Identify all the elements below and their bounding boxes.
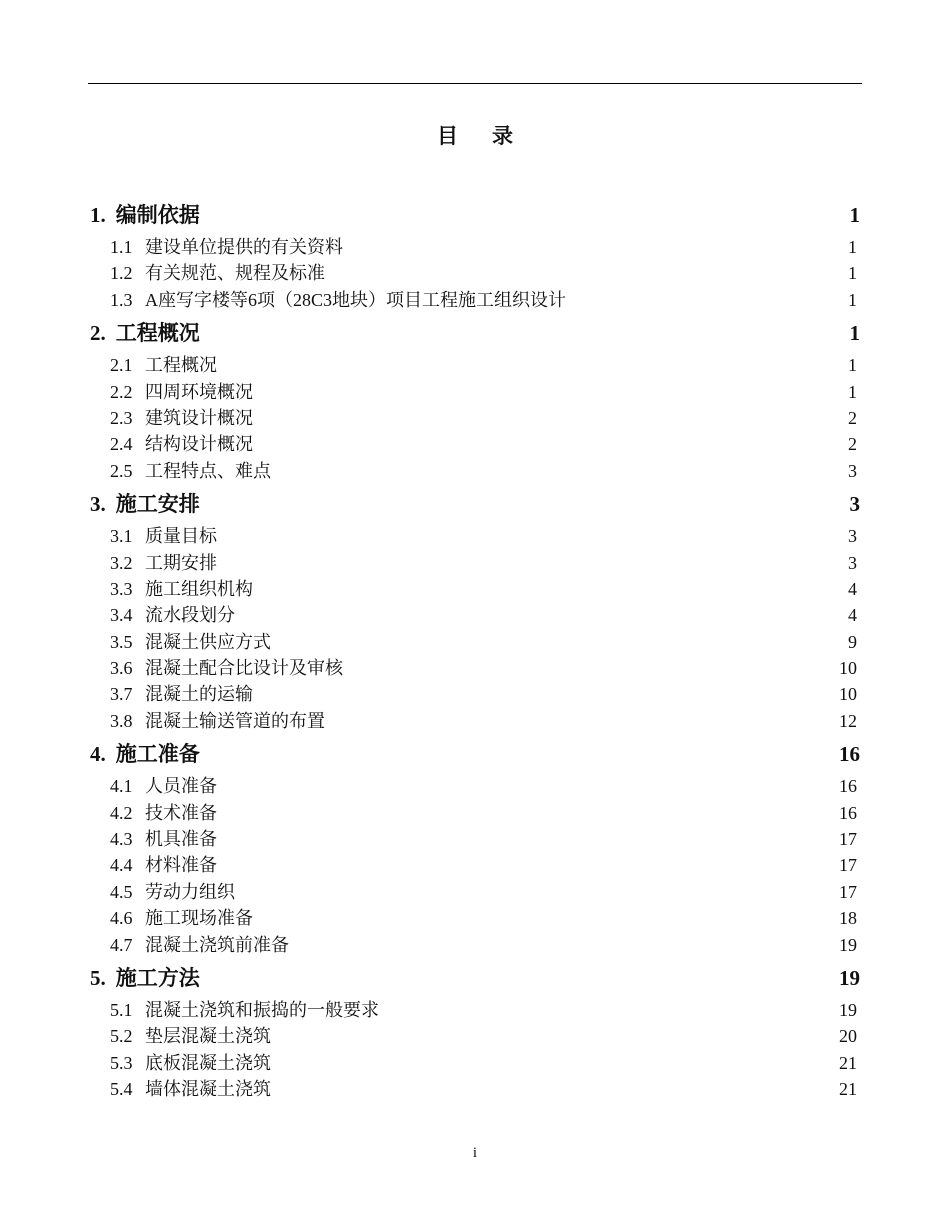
toc-section-list <box>90 350 860 484</box>
toc-section-number: 4.3 <box>110 829 133 850</box>
toc-chapter[interactable] <box>90 198 860 232</box>
toc-section-title: 混凝土配合比设计及审核 <box>145 658 343 679</box>
toc-section-number: 4.6 <box>110 908 133 929</box>
toc-section-heading <box>110 287 566 313</box>
toc-chapter-heading <box>90 737 200 771</box>
toc-section[interactable] <box>90 800 860 826</box>
toc-section-number: 3.5 <box>110 631 133 652</box>
toc-section-page: 19 <box>839 999 857 1020</box>
toc-chapter-page: 1 <box>849 321 860 346</box>
toc-section-page: 17 <box>839 829 857 850</box>
toc-section-number: 5.3 <box>110 1052 133 1073</box>
toc-chapter-title: 工程概况 <box>115 321 200 346</box>
toc-section-title: 质量目标 <box>145 526 217 547</box>
toc-section-title: 混凝土浇筑和振捣的一般要求 <box>145 999 379 1020</box>
toc-section[interactable] <box>90 852 860 878</box>
toc-section-number: 3.4 <box>110 605 133 626</box>
toc-section[interactable] <box>90 405 860 431</box>
toc-section-number: 4.7 <box>110 934 133 955</box>
toc-section-page: 4 <box>848 578 857 599</box>
toc-section-title: 施工组织机构 <box>145 578 253 599</box>
toc-section-heading <box>110 550 217 576</box>
toc-section-title: 工程特点、难点 <box>145 460 271 481</box>
toc-section-number: 5.1 <box>110 999 133 1020</box>
toc-title <box>0 120 950 150</box>
toc-section-title: 墙体混凝土浇筑 <box>145 1079 271 1100</box>
toc-section-heading <box>110 1023 271 1049</box>
toc-section-page: 17 <box>839 881 857 902</box>
toc-section[interactable] <box>90 1023 860 1049</box>
toc-section-page: 20 <box>839 1026 857 1047</box>
toc-section-heading <box>110 352 217 378</box>
toc-section-number: 4.4 <box>110 855 133 876</box>
toc-section[interactable] <box>90 1076 860 1102</box>
toc-section-heading <box>110 458 271 484</box>
toc-section-heading <box>110 379 253 405</box>
toc-section-title: 建设单位提供的有关资料 <box>145 237 343 257</box>
toc-section-page: 1 <box>848 237 857 257</box>
toc-title-char-2: 录 <box>492 124 513 148</box>
toc-section-heading <box>110 523 217 549</box>
toc-chapter-page: 3 <box>849 492 860 517</box>
toc-section-number: 3.1 <box>110 526 133 547</box>
toc-section-list <box>90 995 860 1103</box>
toc-section-number: 2.1 <box>110 355 133 376</box>
toc-section-title: 底板混凝土浇筑 <box>145 1052 271 1073</box>
toc-section-page: 21 <box>839 1052 857 1073</box>
toc-section-title: 施工现场准备 <box>145 908 253 929</box>
toc-section-page: 21 <box>839 1079 857 1100</box>
toc-section[interactable] <box>90 523 860 549</box>
toc-section[interactable] <box>90 905 860 931</box>
toc-section[interactable] <box>90 550 860 576</box>
toc-section[interactable] <box>90 773 860 799</box>
toc-section-page: 3 <box>848 460 857 481</box>
toc-section-number: 3.8 <box>110 710 133 731</box>
toc-section-heading <box>110 932 289 958</box>
toc-section[interactable] <box>90 932 860 958</box>
toc-section-page: 10 <box>839 684 857 705</box>
toc-section[interactable] <box>90 681 860 707</box>
toc-section[interactable] <box>90 708 860 734</box>
toc-section-number: 5.2 <box>110 1026 133 1047</box>
toc-section-heading <box>110 431 253 457</box>
toc-chapter-heading <box>90 487 200 521</box>
toc-section-heading <box>110 234 343 260</box>
toc-section-number: 4.1 <box>110 776 133 797</box>
toc-section-page: 1 <box>848 355 857 376</box>
toc-section-number: 3.6 <box>110 658 133 679</box>
toc-title-char-1: 目 <box>437 124 458 148</box>
toc-section-page: 3 <box>848 552 857 573</box>
toc-section-number: 2.2 <box>110 381 133 402</box>
toc-section-title: 人员准备 <box>145 776 217 797</box>
toc-section-title: A座写字楼等6项（28C3地块）项目工程施工组织设计 <box>145 289 567 310</box>
toc-section-title: 工程概况 <box>145 355 217 376</box>
toc-chapter-title: 施工安排 <box>115 492 200 517</box>
toc-section-page: 19 <box>839 934 857 955</box>
toc-section-page: 1 <box>848 289 857 310</box>
page-number: i <box>472 1145 478 1161</box>
toc-section-page: 4 <box>848 605 857 626</box>
toc-chapter-title: 编制依据 <box>115 203 200 227</box>
toc-chapter[interactable] <box>90 737 860 771</box>
toc-section[interactable] <box>90 629 860 655</box>
toc-section-number: 2.4 <box>110 434 133 455</box>
toc-section-number: 3.7 <box>110 684 133 705</box>
toc-section-list <box>90 771 860 958</box>
toc-chapter-page: 19 <box>839 965 860 990</box>
toc-section-number: 5.4 <box>110 1079 133 1100</box>
toc-section-page: 16 <box>839 802 857 823</box>
toc-chapter-page: 1 <box>849 203 860 227</box>
toc-section-title: 混凝土的运输 <box>145 684 253 705</box>
toc-section-list <box>90 521 860 734</box>
toc-section-list <box>90 232 860 313</box>
toc-section-page: 3 <box>848 526 857 547</box>
toc-section-title: 劳动力组织 <box>145 881 235 902</box>
toc-section-heading <box>110 602 235 628</box>
toc-section-heading <box>110 655 343 681</box>
toc-section-title: 混凝土浇筑前准备 <box>145 934 289 955</box>
toc-section-number: 3.3 <box>110 578 133 599</box>
toc-section-page: 16 <box>839 776 857 797</box>
toc-chapter-heading <box>90 961 200 995</box>
toc-section-title: 垫层混凝土浇筑 <box>145 1026 271 1047</box>
toc-section-number: 2.3 <box>110 407 133 428</box>
toc-section-heading <box>110 800 217 826</box>
toc-section-page: 10 <box>839 658 857 679</box>
toc-section-heading <box>110 629 271 655</box>
toc-section-heading <box>110 1050 271 1076</box>
toc-section-heading <box>110 826 217 852</box>
toc-section-heading <box>110 260 325 286</box>
toc-section[interactable] <box>90 287 860 313</box>
toc-section-page: 1 <box>848 381 857 402</box>
toc-chapter[interactable] <box>90 961 860 995</box>
toc-section-heading <box>110 879 235 905</box>
toc-chapter-number: 2. <box>90 321 106 346</box>
table-of-contents <box>90 198 860 1103</box>
toc-section-title: 技术准备 <box>145 802 217 823</box>
toc-section[interactable] <box>90 1050 860 1076</box>
toc-section-title: 机具准备 <box>145 829 217 850</box>
toc-section[interactable] <box>90 458 860 484</box>
toc-chapter-title: 施工方法 <box>115 965 200 990</box>
toc-section[interactable] <box>90 431 860 457</box>
toc-section-heading <box>110 997 379 1023</box>
toc-section-heading <box>110 1076 271 1102</box>
toc-section-title: 混凝土输送管道的布置 <box>145 710 325 731</box>
toc-chapter-heading <box>90 316 200 350</box>
toc-section-number: 3.2 <box>110 552 133 573</box>
toc-section-page: 2 <box>848 434 857 455</box>
toc-section-title: 混凝土供应方式 <box>145 631 271 652</box>
toc-section-number: 1.3 <box>110 289 133 310</box>
toc-chapter-number: 1. <box>90 203 106 227</box>
toc-chapter-heading <box>90 198 200 232</box>
toc-section-heading <box>110 576 253 602</box>
toc-chapter[interactable] <box>90 316 860 350</box>
toc-section-number: 1.1 <box>110 237 133 257</box>
toc-section-number: 1.2 <box>110 263 133 284</box>
toc-section-title: 建筑设计概况 <box>145 407 253 428</box>
toc-section-page: 9 <box>848 631 857 652</box>
toc-section-page: 1 <box>848 263 857 284</box>
toc-section-page: 17 <box>839 855 857 876</box>
toc-chapter-title: 施工准备 <box>115 742 200 767</box>
toc-section[interactable] <box>90 260 860 286</box>
toc-section[interactable] <box>90 655 860 681</box>
toc-chapter[interactable] <box>90 487 860 521</box>
toc-chapter-number: 3. <box>90 492 106 517</box>
toc-section-heading <box>110 905 253 931</box>
toc-section-title: 四周环境概况 <box>145 381 253 402</box>
toc-section-heading <box>110 773 217 799</box>
toc-section-number: 4.2 <box>110 802 133 823</box>
toc-section[interactable] <box>90 234 860 260</box>
toc-section-heading <box>110 405 253 431</box>
toc-section[interactable] <box>90 602 860 628</box>
toc-section-heading <box>110 681 253 707</box>
header-rule <box>88 83 862 84</box>
toc-section-number: 4.5 <box>110 881 133 902</box>
toc-section[interactable] <box>90 879 860 905</box>
toc-section[interactable] <box>90 997 860 1023</box>
toc-chapter-page: 16 <box>839 742 860 767</box>
toc-chapter-number: 4. <box>90 742 106 767</box>
toc-section-page: 2 <box>848 407 857 428</box>
toc-section-title: 有关规范、规程及标准 <box>145 263 325 284</box>
toc-section-number: 2.5 <box>110 460 133 481</box>
toc-section-heading <box>110 852 217 878</box>
toc-section[interactable] <box>90 379 860 405</box>
toc-section-page: 18 <box>839 908 857 929</box>
toc-section-title: 流水段划分 <box>145 605 235 626</box>
toc-chapter-number: 5. <box>90 965 106 990</box>
toc-section[interactable] <box>90 826 860 852</box>
toc-section-heading <box>110 708 325 734</box>
toc-section-title: 工期安排 <box>145 552 217 573</box>
toc-section-page: 12 <box>839 710 857 731</box>
toc-section-title: 材料准备 <box>145 855 217 876</box>
toc-section[interactable] <box>90 352 860 378</box>
toc-section-title: 结构设计概况 <box>145 434 253 455</box>
toc-section[interactable] <box>90 576 860 602</box>
